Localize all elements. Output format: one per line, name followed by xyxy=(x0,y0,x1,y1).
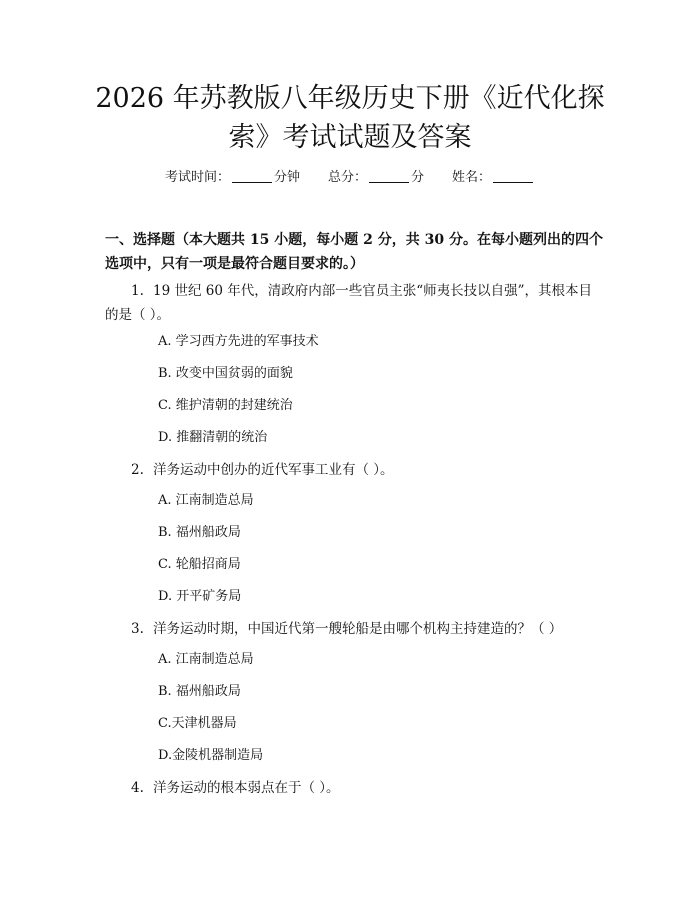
time-unit: 分钟 xyxy=(273,170,300,185)
question-1-option-c: C. 维护清朝的封建统治 xyxy=(158,398,293,413)
question-1 xyxy=(105,279,605,327)
time-label: 考试时间： xyxy=(164,170,230,185)
name-blank xyxy=(493,170,533,183)
question-3-option-c: C.天津机器局 xyxy=(158,716,237,731)
score-blank xyxy=(369,170,409,183)
question-1-option-a: A. 学习西方先进的军事技术 xyxy=(158,334,319,349)
question-text: 洋务运动时期，中国近代第一艘轮船是由哪个机构主持建造的？（ ） xyxy=(153,621,563,637)
question-3-option-d: D.金陵机器制造局 xyxy=(158,748,264,763)
question-number: 3. xyxy=(131,621,144,637)
question-number: 2. xyxy=(131,462,144,478)
section-heading: 一、选择题（本大题共 15 小题，每小题 2 分，共 30 分。在每小题列出的四个选项中，只有一项是最符合题目要求的。） xyxy=(105,232,603,272)
exam-title-line-1: 2026 年苏教版八年级历史下册《近代化探 xyxy=(95,83,605,114)
score-label: 总分： xyxy=(327,170,367,185)
question-4 xyxy=(105,776,605,800)
score-unit: 分 xyxy=(411,170,425,185)
question-1-option-b: B. 改变中国贫弱的面貌 xyxy=(158,366,293,381)
question-3-option-b: B. 福州船政局 xyxy=(158,684,241,699)
name-label: 姓名： xyxy=(452,170,492,185)
question-2-option-b: B. 福州船政局 xyxy=(158,525,241,540)
question-number: 1. xyxy=(131,283,144,299)
question-2-option-a: A. 江南制造总局 xyxy=(158,493,254,508)
exam-title-line-2: 索》考试试题及答案 xyxy=(228,122,472,153)
question-text: 19 世纪 60 年代，清政府内部一些官员主张“师夷长技以自强”，其根本目的是（ ）。 xyxy=(105,283,593,323)
question-2 xyxy=(105,458,605,482)
question-1-option-d: D. 推翻清朝的统治 xyxy=(158,430,268,445)
exam-meta xyxy=(0,169,700,187)
question-2-option-c: C. 轮船招商局 xyxy=(158,557,241,572)
question-number: 4. xyxy=(131,780,144,796)
question-3 xyxy=(105,617,605,641)
question-text: 洋务运动的根本弱点在于（ ）。 xyxy=(153,780,340,796)
question-2-option-d: D. 开平矿务局 xyxy=(158,589,242,604)
question-3-option-a: A. 江南制造总局 xyxy=(158,652,254,667)
time-blank xyxy=(232,170,272,183)
question-text: 洋务运动中创办的近代军事工业有（ ）。 xyxy=(153,462,394,478)
